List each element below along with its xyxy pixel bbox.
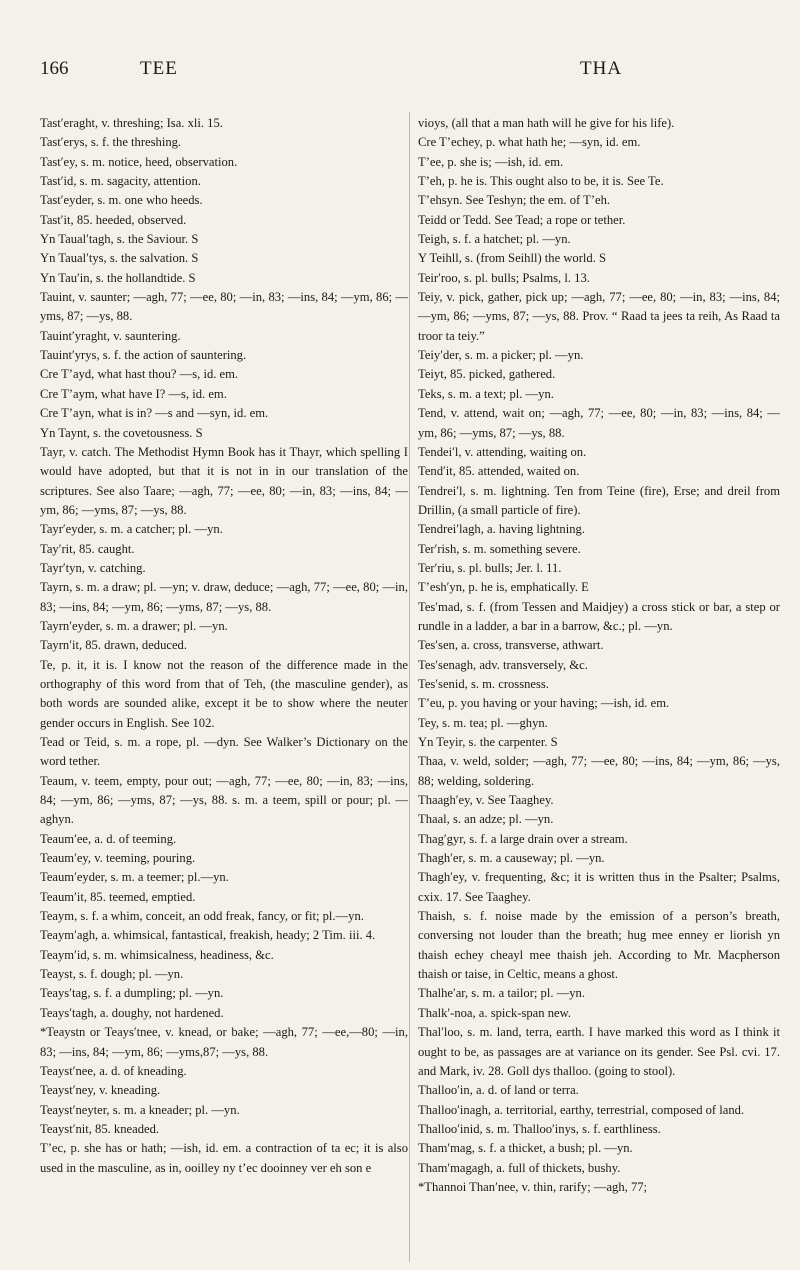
dictionary-entry: Y Teihll, s. (from Seihll) the world. S xyxy=(418,251,607,266)
dictionary-entry: Tham′magagh, a. full of thickets, bushy. xyxy=(418,1160,621,1175)
dictionary-entry: Teayst′ney, v. kneading. xyxy=(40,1083,161,1098)
dictionary-entry: Thag′gyr, s. f. a large drain over a stream. xyxy=(418,831,628,846)
dictionary-entry: Teayst, s. f. dough; pl. —yn. xyxy=(40,967,184,982)
dictionary-entry: T’esh′yn, p. he is, emphatically. E xyxy=(418,580,589,595)
dictionary-entry: Tend, v. attend, wait on; —agh, 77; —ee, 80; —in, 83; —ins, 84; —ym, 86; —yms, 87; —ys, 88. xyxy=(418,406,780,440)
dictionary-entry: Teks, s. m. a text; pl. —yn. xyxy=(418,386,554,401)
dictionary-entry: *Thannoi Than′nee, v. thin, rarify; —agh, 77; xyxy=(418,1179,648,1194)
dictionary-entry: Teaym′id, s. m. whimsicalness, headiness, &c. xyxy=(40,947,274,962)
dictionary-entry: Cre T’aym, what have I? —s, id. em. xyxy=(40,386,227,401)
dictionary-entry: Tendrei′l, s. m. lightning. Ten from Teine (fire), Erse; and dreil from Drillin, (a small particle of fire). xyxy=(418,483,780,517)
dictionary-entry: Teigh, s. f. a hatchet; pl. —yn. xyxy=(418,232,571,247)
dictionary-entry: Thaa, v. weld, solder; —agh, 77; —ee, 80; —ins, 84; —ym, 86; —ys, 88; welding, soldering. xyxy=(418,754,780,788)
dictionary-entry: Tauint, v. saunter; —agh, 77; —ee, 80; —in, 83; —ins, 84; —ym, 86; —yms, 87; —ys, 88. xyxy=(40,290,408,324)
dictionary-entry: Teayst′nee, a. d. of kneading. xyxy=(40,1063,187,1078)
dictionary-entry: Te, p. it, it is. I know not the reason of the difference made in the orthography of this word from that of Teh, (the masculine gender), as both words are sounded alike, except it be to show where the neuter gender occurs in English. See 102. xyxy=(40,657,408,730)
dictionary-entry: Yn Taynt, s. the covetousness. S xyxy=(40,425,203,440)
dictionary-entry: Tendrei′lagh, a. having lightning. xyxy=(418,522,585,537)
running-head-right: THA xyxy=(580,58,623,79)
dictionary-entry: Tast′eyder, s. m. one who heeds. xyxy=(40,193,203,208)
dictionary-entry: Teayst′neyter, s. m. a kneader; pl. —yn. xyxy=(40,1102,240,1117)
dictionary-entry: Tend′it, 85. attended, waited on. xyxy=(418,464,580,479)
dictionary-entry: Teaum′eyder, s. m. a teemer; pl.—yn. xyxy=(40,870,229,885)
dictionary-entry: *Teaystn or Teays′tnee, v. knead, or bake; —agh, 77; —ee,—80; —in, 83; —ins, 84; —ym, 86; —yms,87; —ys, 88. xyxy=(40,1025,408,1059)
dictionary-entry: Tay′rit, 85. caught. xyxy=(40,541,135,556)
dictionary-entry: Thaal, s. an adze; pl. —yn. xyxy=(418,812,554,827)
dictionary-entry: Cre T’echey, p. what hath he; —syn, id. em. xyxy=(418,135,641,150)
dictionary-entry: Tes′sen, a. cross, transverse, athwart. xyxy=(418,638,604,653)
page-number: 166 xyxy=(40,58,69,79)
dictionary-entry: Teays′tagh, a. doughy, not hardened. xyxy=(40,1005,224,1020)
dictionary-entry: Teiy′der, s. m. a picker; pl. —yn. xyxy=(418,348,584,363)
dictionary-entry: Thaagh′ey, v. See Taaghey. xyxy=(418,793,554,808)
dictionary-entry: Thal′loo, s. m. land, terra, earth. I have marked this word as I think it ought to be, as passages are at variance on its gender. See Psl. cvi. 17. and Mark, iv. 28. Goll dys thalloo. (going to stool). xyxy=(418,1025,780,1078)
dictionary-entry: Teays′tag, s. f. a dumpling; pl. —yn. xyxy=(40,986,224,1001)
dictionary-entry: Thagh′er, s. m. a causeway; pl. —yn. xyxy=(418,851,605,866)
dictionary-entry: Thalloo′inagh, a. territorial, earthy, terrestrial, composed of land. xyxy=(418,1102,745,1117)
dictionary-entry: Tham′mag, s. f. a thicket, a bush; pl. —yn. xyxy=(418,1141,633,1156)
dictionary-entry: Tayr′tyn, v. catching. xyxy=(40,560,146,575)
dictionary-entry: Yn Taual′tys, s. the salvation. S xyxy=(40,251,199,266)
dictionary-entry: Teaum′ey, v. teeming, pouring. xyxy=(40,851,196,866)
dictionary-entry: Thagh′ey, v. frequenting, &c; it is written thus in the Psalter; Psalms, cxix. 17. See Taaghey. xyxy=(418,870,780,904)
dictionary-entry: Tayr, v. catch. The Methodist Hymn Book has it Thayr, which spelling I would have adopted, but that it is not in in our translation of the scriptures. See also Taare; —agh, 77; —ee, 80; —in, 83; —ins, 84; —ym, 86; —yms, 87; —ys, 88. xyxy=(40,444,408,517)
dictionary-entry: T’ehsyn. See Teshyn; the em. of T’eh. xyxy=(418,193,611,208)
dictionary-entry: Tes′senagh, adv. transversely, &c. xyxy=(418,657,588,672)
right-column xyxy=(418,114,780,1197)
dictionary-entry: Tast′ey, s. m. notice, heed, observation. xyxy=(40,154,238,169)
dictionary-entry: Teidd or Tedd. See Tead; a rope or tether. xyxy=(418,212,626,227)
dictionary-entry: Tauint′yrys, s. f. the action of sauntering. xyxy=(40,348,247,363)
dictionary-entry: Teaum′ee, a. d. of teeming. xyxy=(40,831,177,846)
dictionary-entry: Tayrn′it, 85. drawn, deduced. xyxy=(40,638,188,653)
dictionary-entry: Cre T’ayn, what is in? —s and —syn, id. em. xyxy=(40,406,269,421)
dictionary-entry: Tauint′yraght, v. sauntering. xyxy=(40,328,181,343)
dictionary-entry: vioys, (all that a man hath will he give for his life). xyxy=(418,116,675,130)
dictionary-entry: Teaym′agh, a. whimsical, fantastical, freakish, heady; 2 Tim. iii. 4. xyxy=(40,928,376,943)
dictionary-entry: Tast′eraght, v. threshing; Isa. xli. 15. xyxy=(40,116,223,130)
dictionary-entry: Thaish, s. f. noise made by the emission of a person’s breath, conversing not louder than the breath; hug mee enney er liorish yn thaish echey cheayl mee thaish jeh. According to Mr. Macpherson thaish or taise, in Celtic, means a ghost. xyxy=(418,909,780,982)
dictionary-entry: Teaum, v. teem, empty, pour out; —agh, 77; —ee, 80; —in, 83; —ins, 84; —ym, 86; —yms, 87; —ys, 88. s. m. a teem, spill or pour; pl. —aghyn. xyxy=(40,773,408,827)
dictionary-entry: T’ec, p. she has or hath; —ish, id. em. a contraction of ta ec; it is also used in the masculine, as in, ooilley ny t’ec dooinney ver eh son e xyxy=(40,1141,408,1175)
dictionary-entry: Teiyt, 85. picked, gathered. xyxy=(418,367,556,382)
dictionary-entry: Tayrn′eyder, s. m. a drawer; pl. —yn. xyxy=(40,618,228,633)
dictionary-entry: Ter′riu, s. pl. bulls; Jer. l. 11. xyxy=(418,560,562,575)
dictionary-entry: Tendei′l, v. attending, waiting on. xyxy=(418,444,587,459)
dictionary-entry: T’ee, p. she is; —ish, id. em. xyxy=(418,154,564,169)
dictionary-entry: Tayr′eyder, s. m. a catcher; pl. —yn. xyxy=(40,522,223,537)
left-column xyxy=(40,114,408,1178)
column-divider xyxy=(409,112,410,1262)
dictionary-entry: Thalhe′ar, s. m. a tailor; pl. —yn. xyxy=(418,986,585,1001)
dictionary-entry: Ter′rish, s. m. something severe. xyxy=(418,541,581,556)
dictionary-entry: Yn Tau′in, s. the hollandtide. S xyxy=(40,270,196,285)
dictionary-entry: Tes′senid, s. m. crossness. xyxy=(418,676,549,691)
dictionary-entry: Thalloo′inid, s. m. Thalloo′inys, s. f. earthliness. xyxy=(418,1121,661,1136)
dictionary-entry: T’eu, p. you having or your having; —ish, id. em. xyxy=(418,696,670,711)
dictionary-entry: Tey, s. m. tea; pl. —ghyn. xyxy=(418,715,548,730)
dictionary-entry: Cre T’ayd, what hast thou? —s, id. em. xyxy=(40,367,239,382)
dictionary-entry: T’eh, p. he is. This ought also to be, it is. See Te. xyxy=(418,174,664,189)
dictionary-entry: Tast′erys, s. f. the threshing. xyxy=(40,135,182,150)
dictionary-entry: Tes′mad, s. f. (from Tessen and Maidjey) a cross stick or bar, a step or rundle in a ladder, a bar in a barrow, &c.; pl. —yn. xyxy=(418,599,780,633)
dictionary-entry: Tast′id, s. m. sagacity, attention. xyxy=(40,174,201,189)
dictionary-entry: Teaym, s. f. a whim, conceit, an odd freak, fancy, or fit; pl.—yn. xyxy=(40,909,364,924)
dictionary-entry: Yn Teyir, s. the carpenter. S xyxy=(418,735,558,749)
dictionary-entry: Thalloo′in, a. d. of land or terra. xyxy=(418,1083,579,1098)
dictionary-entry: Yn Taual′tagh, s. the Saviour. S xyxy=(40,232,199,247)
dictionary-entry: Tead or Teid, s. m. a rope, pl. —dyn. See Walker’s Dictionary on the word tether. xyxy=(40,735,408,769)
running-head-left: TEE xyxy=(140,58,178,79)
dictionary-entry: Teaum′it, 85. teemed, emptied. xyxy=(40,889,196,904)
dictionary-entry: Tast′it, 85. heeded, observed. xyxy=(40,212,187,227)
dictionary-entry: Thalk′-noa, a. spick-span new. xyxy=(418,1005,572,1020)
dictionary-entry: Tayrn, s. m. a draw; pl. —yn; v. draw, deduce; —agh, 77; —ee, 80; —in, 83; —ins, 84; —ym, 86; —yms, 87; —ys, 88. xyxy=(40,580,408,614)
dictionary-entry: Teayst′nit, 85. kneaded. xyxy=(40,1121,160,1136)
dictionary-entry: Teiy, v. pick, gather, pick up; —agh, 77; —ee, 80; —in, 83; —ins, 84; —ym, 86; —yms, 87; —ys, 88. Prov. “ Raad ta jees ta reih, As Raad ta troor ta teiy.” xyxy=(418,290,780,343)
dictionary-entry: Teir′roo, s. pl. bulls; Psalms, l. 13. xyxy=(418,270,590,285)
